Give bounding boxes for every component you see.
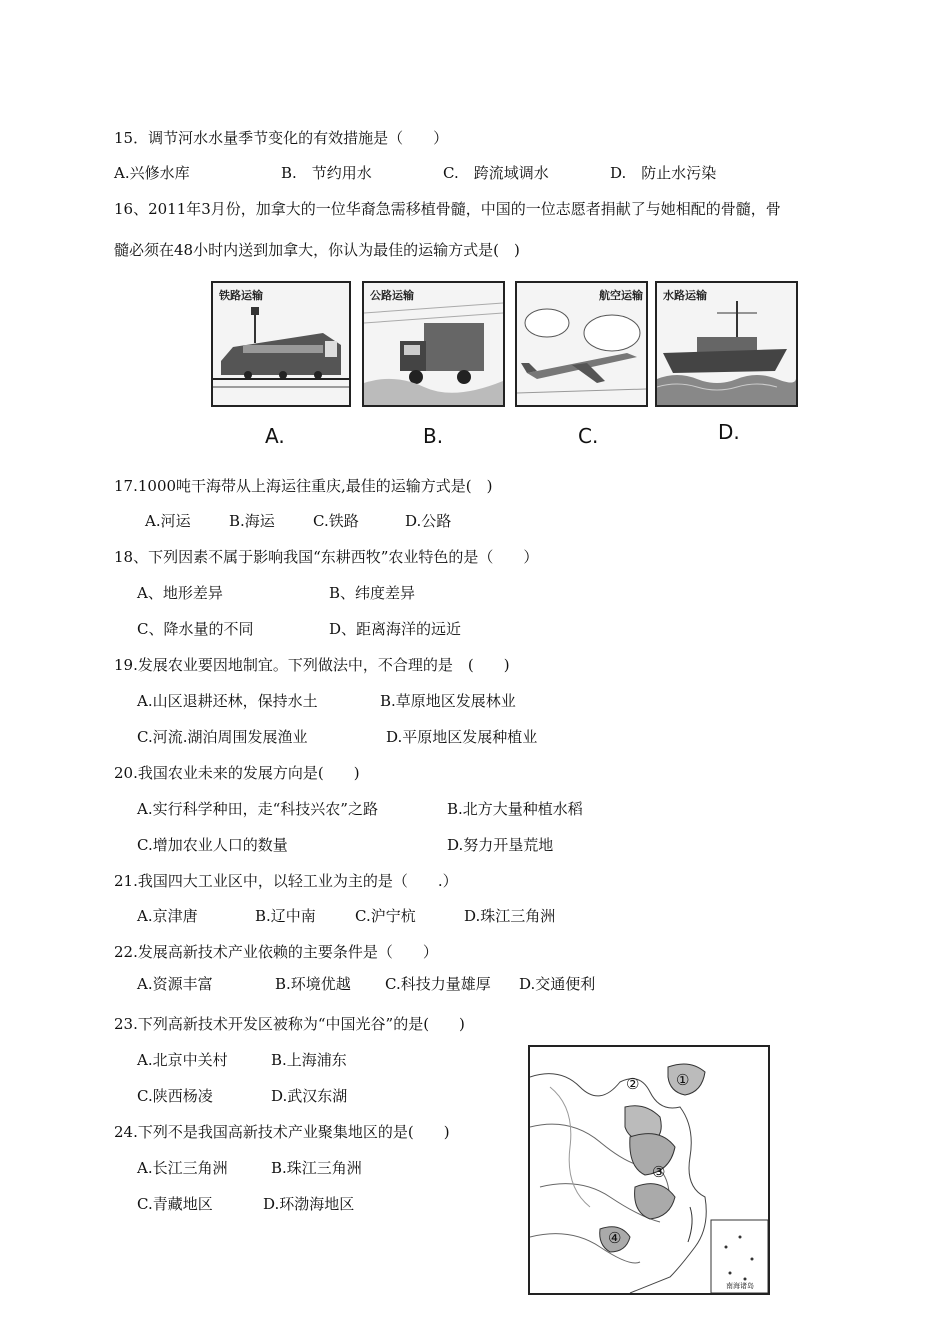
q20-option-c: C.增加农业人口的数量 <box>137 836 288 854</box>
panel-label: 水路运输 <box>663 289 707 302</box>
option-letter-a: A. <box>265 424 285 448</box>
q22-option-b: B.环境优越 <box>275 975 351 993</box>
q18-option-a: A、地形差异 <box>137 584 223 602</box>
question-21-stem: 21.我国四大工业区中，以轻工业为主的是（ .） <box>114 872 458 890</box>
map-marker-3: ③ <box>652 1163 666 1181</box>
q20-option-d: D.努力开垦荒地 <box>447 836 554 854</box>
panel-label: 航空运输 <box>599 289 643 302</box>
q15-option-a: A.兴修水库 <box>114 164 190 182</box>
q17-option-b: B.海运 <box>229 512 275 530</box>
q17-option-d: D.公路 <box>405 512 452 530</box>
rail-transport-panel <box>211 281 351 407</box>
q21-option-c: C.沪宁杭 <box>355 907 416 925</box>
q18-option-d: D、距离海洋的远近 <box>329 620 462 638</box>
q19-option-d: D.平原地区发展种植业 <box>386 728 538 746</box>
q19-option-b: B.草原地区发展林业 <box>380 692 516 710</box>
q20-option-a: A.实行科学种田，走“科技兴农”之路 <box>137 800 378 818</box>
q24-option-d: D.环渤海地区 <box>263 1195 355 1213</box>
question-22-stem: 22.发展高新技术产业依赖的主要条件是（ ） <box>114 943 438 961</box>
q19-option-c: C.河流.湖泊周围发展渔业 <box>137 728 308 746</box>
map-marker-1: ① <box>676 1071 690 1089</box>
q23-option-a: A.北京中关村 <box>137 1051 228 1069</box>
q15-option-b: B. 节约用水 <box>281 164 372 182</box>
map-marker-4: ④ <box>608 1229 622 1247</box>
question-16-stem-line1: 16、2011年3月份，加拿大的一位华裔急需移植骨髓，中国的一位志愿者捐献了与她相配的骨髓，骨 <box>114 200 781 218</box>
question-19-stem: 19.发展农业要因地制宜。下列做法中，不合理的是 ( ) <box>114 656 510 674</box>
road-transport-panel <box>362 281 505 407</box>
panel-label: 公路运输 <box>370 289 414 302</box>
panel-label: 铁路运输 <box>219 289 263 302</box>
option-letter-b: B. <box>423 424 444 448</box>
q19-option-a: A.山区退耕还林，保持水土 <box>137 692 318 710</box>
q18-option-c: C、降水量的不同 <box>137 620 254 638</box>
air-transport-panel <box>515 281 648 407</box>
q17-option-c: C.铁路 <box>313 512 359 530</box>
q23-option-c: C.陕西杨凌 <box>137 1087 213 1105</box>
option-letter-c: C. <box>578 424 599 448</box>
q24-option-c: C.青藏地区 <box>137 1195 213 1213</box>
question-17-stem: 17.1000吨干海带从上海运往重庆,最佳的运输方式是( ) <box>114 477 493 495</box>
question-20-stem: 20.我国农业未来的发展方向是( ) <box>114 764 360 782</box>
q15-option-c: C. 跨流域调水 <box>443 164 549 182</box>
question-24-stem: 24.下列不是我国高新技术产业聚集地区的是( ) <box>114 1123 450 1141</box>
q22-option-d: D.交通便利 <box>519 975 596 993</box>
question-15-stem: 15．调节河水水量季节变化的有效措施是（ ） <box>114 129 449 147</box>
industrial-regions-map <box>528 1045 770 1295</box>
q23-option-d: D.武汉东湖 <box>271 1087 348 1105</box>
inset-label: 南海诸岛 <box>726 1282 754 1290</box>
map-drawing <box>530 1047 768 1293</box>
q22-option-c: C.科技力量雄厚 <box>385 975 491 993</box>
q17-option-a: A.河运 <box>145 512 191 530</box>
q24-option-a: A.长江三角洲 <box>137 1159 228 1177</box>
option-letter-d: D. <box>718 420 740 444</box>
question-23-stem: 23.下列高新技术开发区被称为“中国光谷”的是( ) <box>114 1015 465 1033</box>
q21-option-b: B.辽中南 <box>255 907 316 925</box>
q18-option-b: B、纬度差异 <box>329 584 416 602</box>
q24-option-b: B.珠江三角洲 <box>271 1159 362 1177</box>
q22-option-a: A.资源丰富 <box>137 975 213 993</box>
water-transport-panel <box>655 281 798 407</box>
q20-option-b: B.北方大量种植水稻 <box>447 800 583 818</box>
q21-option-d: D.珠江三角洲 <box>464 907 556 925</box>
question-16-stem-line2: 髓必须在48小时内送到加拿大，你认为最佳的运输方式是( ) <box>114 241 520 259</box>
question-18-stem: 18、下列因素不属于影响我国“东耕西牧”农业特色的是（ ） <box>114 548 539 566</box>
q23-option-b: B.上海浦东 <box>271 1051 347 1069</box>
map-marker-2: ② <box>626 1075 640 1093</box>
q15-option-d: D. 防止水污染 <box>610 164 717 182</box>
q21-option-a: A.京津唐 <box>137 907 198 925</box>
